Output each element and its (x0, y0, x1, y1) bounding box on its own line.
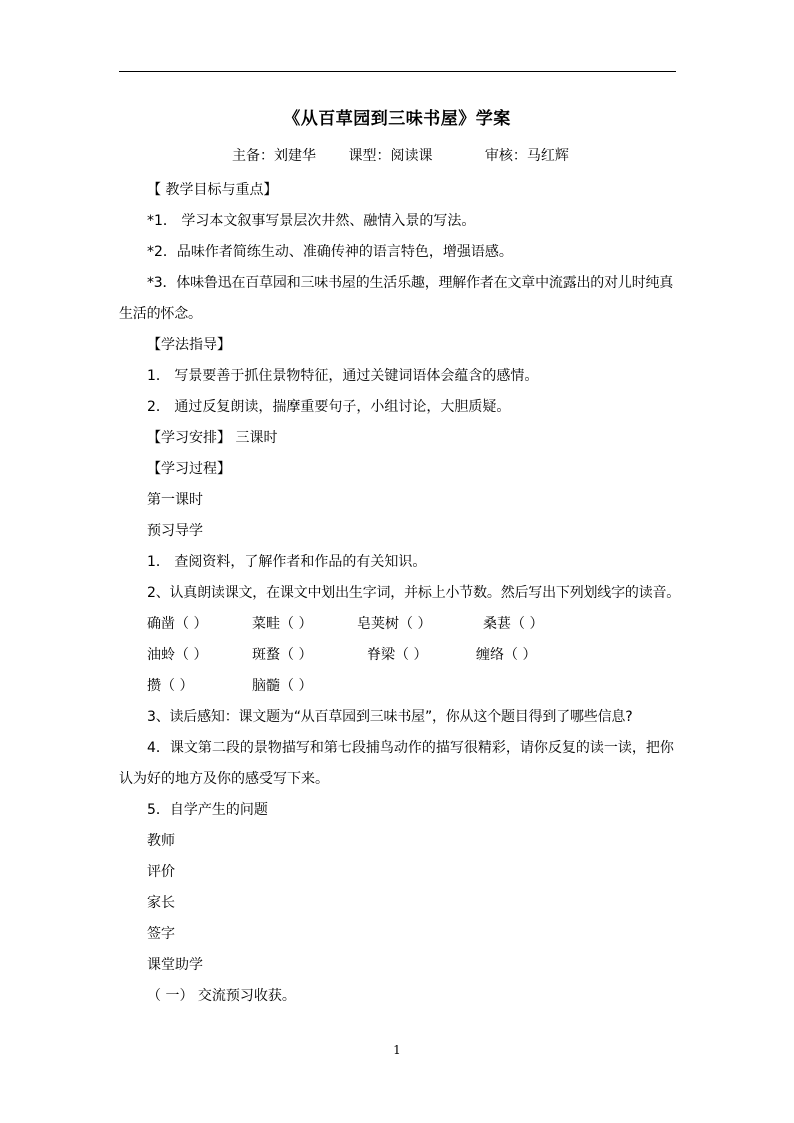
document-meta (232, 145, 569, 165)
vocab-blank: 斑蝥（ ） (252, 647, 313, 663)
vocab-blank: 菜畦（ ） (252, 616, 313, 632)
goal-item-2: *2．品味作者简练生动、准确传神的语言特色，增强语感。 (147, 244, 513, 260)
document-body (119, 175, 681, 1012)
parent-label: 家长 (147, 895, 175, 911)
method-item-1: 1． 写景要善于抓住景物特征，通过关键词语体会蕴含的感情。 (147, 368, 539, 384)
classroom-heading: 课堂助学 (147, 957, 203, 973)
vocab-blank: 攒（ ） (147, 678, 194, 694)
vocab-blank: 油蛉（ ） (147, 647, 208, 663)
preview-item-1: 1． 查阅资料，了解作者和作品的有关知识。 (147, 554, 427, 570)
evaluation-label: 评价 (147, 864, 175, 880)
vocab-blank: 皂荚树（ ） (357, 616, 432, 632)
lesson-heading: 第一课时 (147, 492, 203, 508)
vocab-blank: 脑髓（ ） (252, 678, 313, 694)
vocab-blank: 脊梁（ ） (367, 647, 428, 663)
teacher-label: 教师 (147, 833, 175, 849)
preview-heading: 预习导学 (147, 523, 203, 539)
section-heading-method: 【学法指导】 (147, 337, 231, 353)
meta-reviewer: 审核：马红辉 (484, 148, 569, 164)
vocab-row (119, 671, 677, 702)
signature-label: 签字 (147, 926, 175, 942)
preview-item-2: 2、认真朗读课文，在课文中划出生字词，并标上小节数。然后写出下列划线字的读音。 (147, 585, 681, 601)
meta-lesson-type: 课型：阅读课 (348, 148, 433, 164)
goal-item-3: *3．体味鲁迅在百草园和三味书屋的生活乐趣，理解作者在文章中流露出的对儿时纯真生活的怀念。 (119, 275, 674, 322)
section-heading-schedule: 【学习安排】 三课时 (147, 430, 278, 446)
classroom-item-1: （ 一） 交流预习收获。 (147, 988, 296, 1004)
vocab-row (119, 609, 677, 640)
section-heading-goals: 【 教学目标与重点】 (147, 182, 278, 198)
vocab-blank: 缠络（ ） (476, 647, 537, 663)
section-heading-process: 【学习过程】 (147, 461, 231, 477)
vocab-row (119, 640, 677, 671)
vocab-blank: 桑葚（ ） (483, 616, 544, 632)
method-item-2: 2． 通过反复朗读，揣摩重要句子，小组讨论，大胆质疑。 (147, 399, 511, 415)
page-number: 1 (393, 1043, 401, 1057)
preview-item-5: 5．自学产生的问题 (147, 802, 268, 818)
meta-author: 主备：刘建华 (232, 148, 316, 164)
vocab-blank: 确凿（ ） (147, 616, 208, 632)
preview-item-4: 4．课文第二段的景物描写和第七段捕鸟动作的描写很精彩，请你反复的读一读，把你认为好的地方及你的感受写下来。 (119, 740, 674, 787)
header-rule (119, 71, 676, 72)
goal-item-1: *1． 学习本文叙事写景层次井然、融情入景的写法。 (147, 213, 476, 229)
preview-item-3: 3、读后感知：课文题为“从百草园到三味书屋”，你从这个题目得到了哪些信息? (147, 709, 633, 725)
document-title: 《从百草园到三味书屋》学案 (283, 109, 511, 129)
